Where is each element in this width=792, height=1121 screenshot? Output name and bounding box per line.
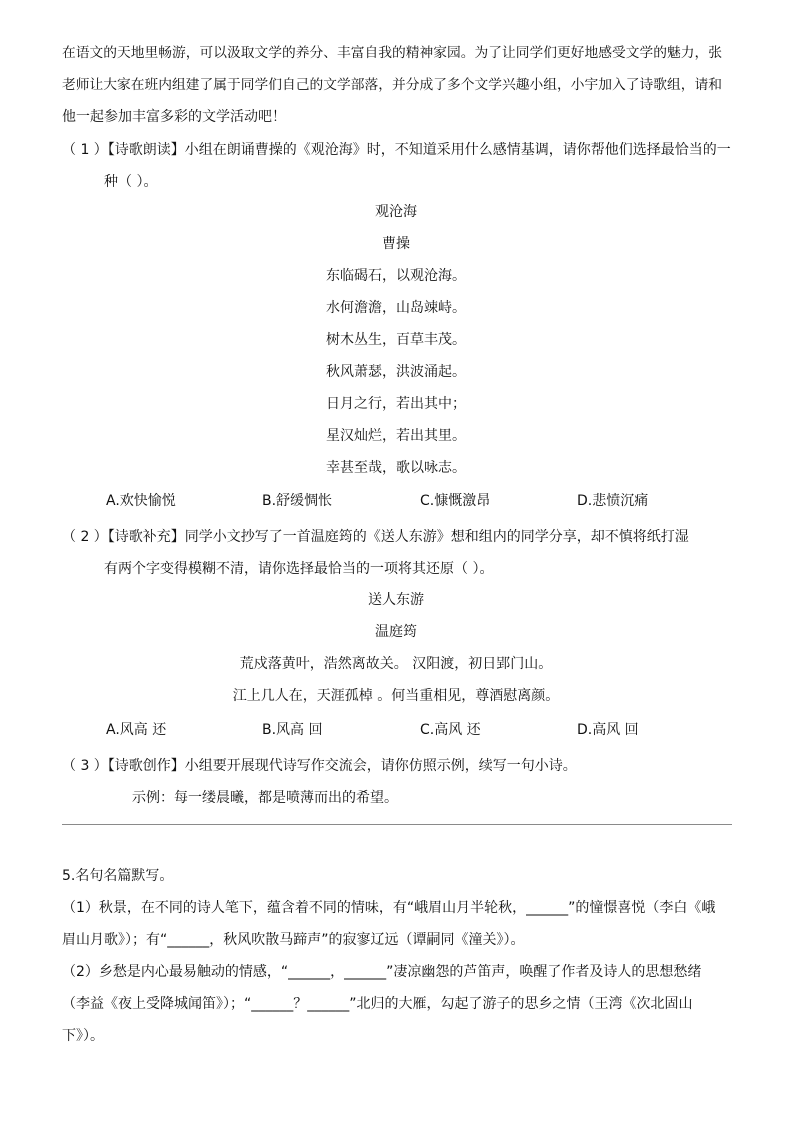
question-5-part-1-line-2: 眉山月歌》）；有“______，秋风吹散马蹄声”的寂寥辽远（谭嗣同《潼关》）。	[62, 932, 525, 948]
poem-2-line: 江上几人在，天涯孤棹 。何当重相见，尊酒慰离颜。	[232, 688, 560, 704]
poem-1-line: 星汉灿烂，若出其里。	[326, 428, 466, 444]
question-1-line-2: 种（ ）。	[104, 174, 158, 190]
question-5-part-2-line-3: 下》）。	[62, 1028, 104, 1044]
question-2-option-b: B.风高 回	[262, 722, 323, 738]
poem-2-author: 温庭筠	[375, 624, 417, 640]
question-3-line: （ 3 ）【诗歌创作】小组要开展现代诗写作交流会，请你仿照示例，续写一句小诗。	[62, 758, 577, 774]
question-1-option-c: C.慷慨激昂	[420, 493, 491, 509]
poem-2-line: 荒戍落黄叶，浩然离故关。 汉阳渡，初日郢门山。	[239, 656, 553, 672]
question-5-part-1-line-1: （1）秋景，在不同的诗人笔下，蕴含着不同的情味，有“峨眉山月半轮秋，______”的憧憬喜悦（李白《峨	[62, 900, 716, 916]
question-5-part-2-line-1: （2）乡愁是内心最易触动的情感，“______，______”凄凉幽怨的芦笛声，唤醒了作者及诗人的思想愁绪	[62, 964, 702, 980]
question-1-option-d: D.悲愤沉痛	[577, 493, 649, 509]
intro-line-2: 老师让大家在班内组建了属于同学们自己的文学部落，并分成了多个文学兴趣小组，小宇加入了诗歌组，请和	[62, 77, 723, 93]
poem-1-line: 东临碣石，以观沧海。	[326, 268, 466, 284]
intro-line-1: 在语文的天地里畅游，可以汲取文学的养分、丰富自我的精神家园。为了让同学们更好地感受文学的魅力，张	[62, 45, 723, 61]
question-2-option-c: C.高风 还	[420, 722, 481, 738]
question-2-option-a: A.风高 还	[106, 722, 167, 738]
intro-line-3: 他一起参加丰富多彩的文学活动吧！	[62, 109, 286, 125]
question-1-option-b: B.舒缓惆怅	[262, 493, 333, 509]
question-1-option-a: A.欢快愉悦	[106, 493, 176, 509]
poem-1-title: 观沧海	[375, 204, 417, 220]
question-5-title: 5.名句名篇默写。	[62, 868, 174, 884]
question-1-line-1: （ 1 ）【诗歌朗读】小组在朗诵曹操的《观沧海》时，不知道采用什么感情基调，请你帮他们选择最恰当的一	[62, 142, 731, 158]
section-divider	[62, 824, 732, 825]
poem-2-title: 送人东游	[368, 592, 424, 608]
question-2-line-2: 有两个字变得模糊不清，请你选择最恰当的一项将其还原（ ）。	[104, 561, 494, 577]
poem-1-line: 日月之行，若出其中；	[326, 396, 466, 412]
question-2-option-d: D.高风 回	[577, 722, 639, 738]
poem-1-line: 幸甚至哉，歌以咏志。	[326, 460, 466, 476]
question-5-part-2-line-2: （李益《夜上受降城闻笛》）；“______？______”北归的大雁，勾起了游子的思乡之情（王湾《次北固山	[62, 996, 693, 1012]
poem-1-line: 树木丛生，百草丰茂。	[326, 332, 466, 348]
poem-1-line: 水何澹澹，山岛竦峙。	[326, 300, 466, 316]
poem-1-author: 曹操	[382, 236, 410, 252]
question-2-line-1: （ 2 ）【诗歌补充】同学小文抄写了一首温庭筠的《送人东游》想和组内的同学分享，却不慎将纸打湿	[62, 529, 689, 545]
question-3-example: 示例：每一缕晨曦，都是喷薄而出的希望。	[132, 790, 398, 806]
poem-1-line: 秋风萧瑟，洪波涌起。	[326, 364, 466, 380]
